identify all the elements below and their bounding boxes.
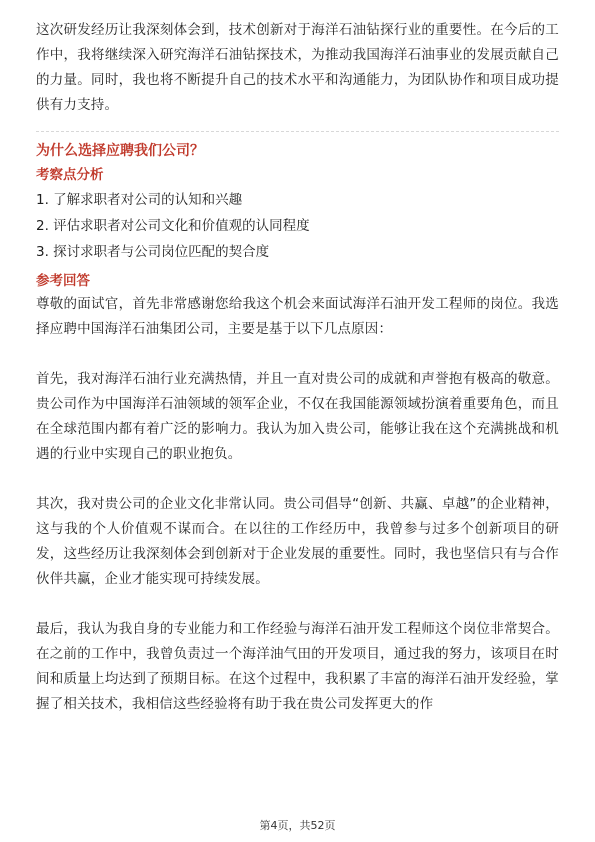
- page-footer: 第4页，共52页: [259, 819, 336, 832]
- reference-paragraph-3: 最后，我认为我自身的专业能力和工作经验与海洋石油开发工程师这个岗位非常契合。在之前的工作中，我曾负责过一个海洋油气田的开发项目，通过我的努力，该项目在时间和质量上均达到了预期目标。在这个过程中，我积累了丰富的海洋石油开发经验，掌握了相关技术，我相信这些经验将有助于我在贵公司发挥更大的作: [36, 621, 559, 712]
- analysis-item: 1. 了解求职者对公司的认知和兴趣: [36, 192, 243, 208]
- reference-heading: 参考回答: [36, 273, 90, 289]
- reference-opening: 尊敬的面试官，首先非常感谢您给我这个机会来面试海洋石油开发工程师的岗位。我选择应聘中国海洋石油集团公司，主要是基于以下几点原因：: [36, 296, 559, 337]
- paragraph-gap: [36, 592, 559, 617]
- paragraph-gap: [36, 467, 559, 492]
- analysis-item: 3. 探讨求职者与公司岗位匹配的契合度: [36, 244, 270, 260]
- intro-paragraph: 这次研发经历让我深刻体会到，技术创新对于海洋石油钻探行业的重要性。在今后的工作中，我将继续深入研究海洋石油钻探技术，为推动我国海洋石油事业的发展贡献自己的力量。同时，我也将不断提升自己的技术水平和沟通能力，为团队协作和项目成功提供有力支持。: [36, 22, 559, 113]
- reference-paragraph-2: 其次，我对贵公司的企业文化非常认同。贵公司倡导“创新、共赢、卓越”的企业精神，这与我的个人价值观不谋而合。在以往的工作经历中，我曾参与过多个创新项目的研发，这些经历让我深刻体会到创新对于企业发展的重要性。同时，我也坚信只有与合作伙伴共赢，企业才能实现可持续发展。: [36, 496, 559, 587]
- analysis-heading: 考察点分析: [36, 167, 104, 183]
- question-heading: 为什么选择应聘我们公司？: [36, 143, 204, 159]
- reference-paragraph-1: 首先，我对海洋石油行业充满热情，并且一直对贵公司的成就和声誉抱有极高的敬意。贵公司作为中国海洋石油领域的领军企业，不仅在我国能源领域扮演着重要角色，而且在全球范围内都有着广泛的影响力。我认为加入贵公司，能够让我在这个充满挑战和机遇的行业中实现自己的职业抱负。: [36, 371, 559, 462]
- section-divider: [36, 131, 559, 132]
- analysis-list: [36, 188, 559, 265]
- paragraph-gap: [36, 342, 559, 367]
- analysis-item: 2. 评估求职者对公司文化和价值观的认同程度: [36, 218, 310, 234]
